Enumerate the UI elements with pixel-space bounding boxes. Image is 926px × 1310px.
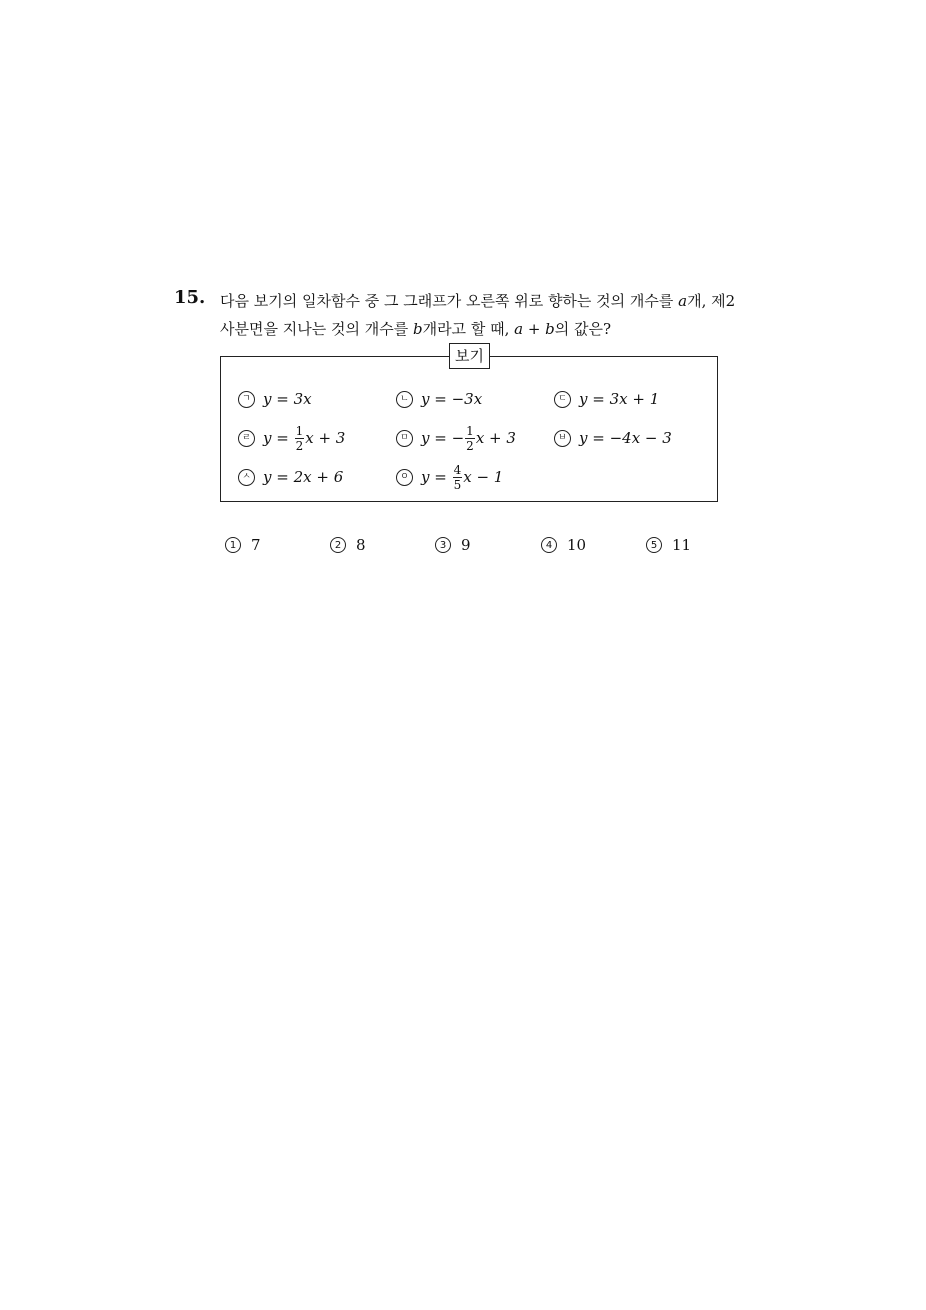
- circled-mark-icon: ㄴ: [396, 391, 413, 408]
- equation-lhs: y =: [579, 390, 605, 408]
- fraction-denominator: 2: [466, 438, 474, 453]
- equation-lhs: y =: [421, 429, 447, 447]
- circled-mark-icon: ㄱ: [238, 391, 255, 408]
- choice-value: 9: [461, 536, 471, 554]
- example-item-4: [238, 418, 345, 458]
- fraction-numerator: 1: [295, 423, 304, 438]
- example-item-8: [396, 457, 503, 497]
- equation-rest: x + 3: [475, 429, 516, 447]
- example-item-7: [238, 457, 343, 497]
- question-line-2-post: 의 값은?: [554, 320, 612, 338]
- circled-number-icon: 4: [541, 537, 557, 553]
- equation-rhs: −3x: [451, 390, 483, 408]
- choice-5[interactable]: [646, 536, 691, 554]
- example-item-2: [396, 379, 482, 419]
- fraction-numerator: 1: [466, 423, 474, 438]
- choice-value: 11: [672, 536, 692, 554]
- circled-mark-icon: ㅅ: [238, 469, 255, 486]
- choice-value: 8: [356, 536, 366, 554]
- variable-a: a: [678, 292, 688, 310]
- equation-rhs: 3x + 1: [609, 390, 660, 408]
- choice-1[interactable]: [225, 536, 261, 554]
- circled-mark-icon: ㄹ: [238, 430, 255, 447]
- example-item-3: [554, 379, 659, 419]
- variable-b: b: [412, 320, 423, 338]
- question-line-2-mid: 개라고 할 때,: [422, 320, 515, 338]
- question-line-2-pre: 사분면을 지나는 것의 개수를: [220, 320, 413, 338]
- fraction: [453, 463, 463, 492]
- circled-number-icon: 3: [435, 537, 451, 553]
- equation-rhs: 3x: [293, 390, 312, 408]
- equation-lhs: y =: [263, 390, 289, 408]
- expression-sum: a + b: [514, 320, 555, 338]
- question-line-1-post: 개, 제2: [687, 292, 736, 310]
- equation-rhs: 2x + 6: [293, 468, 344, 486]
- fraction: [465, 424, 475, 453]
- question-line-1-pre: 다음 보기의 일차함수 중 그 그래프가 오른쪽 위로 향하는 것의 개수를: [220, 292, 679, 310]
- equation-sign: −: [451, 429, 465, 447]
- choice-value: 10: [567, 536, 587, 554]
- question-line-2: [220, 315, 760, 343]
- choice-3[interactable]: [435, 536, 471, 554]
- circled-number-icon: 1: [225, 537, 241, 553]
- equation-lhs: y =: [579, 429, 605, 447]
- circled-number-icon: 2: [330, 537, 346, 553]
- equation-lhs: y =: [421, 468, 447, 486]
- equation-rest: x − 1: [463, 468, 504, 486]
- circled-mark-icon: ㅁ: [396, 430, 413, 447]
- question-text: [220, 287, 760, 343]
- example-box-title: 보기: [449, 343, 490, 369]
- equation-lhs: y =: [263, 468, 289, 486]
- choice-4[interactable]: [541, 536, 586, 554]
- fraction: [295, 424, 305, 453]
- choice-value: 7: [251, 536, 261, 554]
- fraction-numerator: 4: [453, 462, 462, 477]
- circled-mark-icon: ㄷ: [554, 391, 571, 408]
- circled-mark-icon: ㅇ: [396, 469, 413, 486]
- equation-lhs: y =: [421, 390, 447, 408]
- example-item-1: [238, 379, 312, 419]
- equation-rest: x + 3: [305, 429, 346, 447]
- equation-lhs: y =: [263, 429, 289, 447]
- circled-number-icon: 5: [646, 537, 662, 553]
- equation-rhs: −4x − 3: [609, 429, 672, 447]
- example-item-6: [554, 418, 672, 458]
- fraction-denominator: 5: [453, 477, 462, 492]
- question-line-1: [220, 287, 760, 315]
- fraction-denominator: 2: [295, 438, 304, 453]
- circled-mark-icon: ㅂ: [554, 430, 571, 447]
- question-number: 15.: [174, 287, 206, 308]
- example-item-5: [396, 418, 516, 458]
- choice-2[interactable]: [330, 536, 366, 554]
